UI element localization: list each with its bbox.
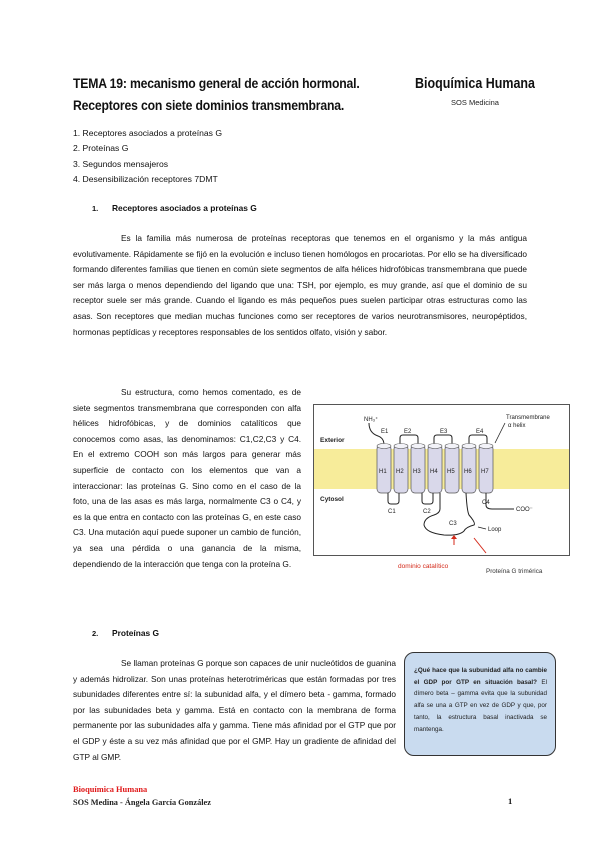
callout-question: ¿Qué hace que la subunidad alfa no cambie el GDP por GTP en situación basal? [414,667,547,686]
page-number: 1 [508,796,513,806]
footer-author: SOS Medina - Ángela García González [73,798,211,807]
svg-text:α helix: α helix [508,423,526,429]
section1-paragraph1 [73,231,527,340]
svg-text:Loop: Loop [488,527,502,533]
svg-text:E3: E3 [440,429,448,435]
paragraph-text: Su estructura, como hemos comentado, es de siete segmentos transmembrana que corresponden con alfa hélices hidrofóbicas, y de dominios catalíticos que conocemos como asas, las denominamos: C1,C2,C3 y C4. En el extremo COOH son más largos para generar más superficie de contacto con los elementos que van a interaccionar: las proteínas G. Sino como en el caso de la foto, una de las asas es más larga, normalmente C3 o C4, y es la que entra en contacto con las proteínas G, en este caso C3. Una mutación aquí puede suponer un cambio de función, ya sea una pérdida o una ganancia de la misma, dependiendo de la interacción que tenga con la proteína G. [73,387,301,569]
svg-text:E2: E2 [404,429,412,435]
brand-title: Bioquímica Humana [415,76,535,92]
section-number: 1. [92,204,99,213]
brand-header [405,73,545,111]
brand-subtitle: SOS Medicina [451,98,499,107]
svg-text:Cytosol: Cytosol [320,496,344,503]
svg-text:E4: E4 [476,429,484,435]
svg-text:H3: H3 [413,469,421,475]
svg-text:C3: C3 [449,521,457,527]
svg-text:C1: C1 [388,509,396,515]
page-footer [73,783,211,809]
section-heading-1 [92,203,257,213]
svg-text:COO⁻: COO⁻ [516,507,533,513]
receptor-diagram [313,404,570,556]
section-title: Proteínas G [112,628,160,638]
table-of-contents [73,126,222,187]
section2-paragraph [73,656,396,765]
paragraph-text: Se llaman proteínas G porque son capaces de unir nucleótidos de guanina y además hidrolizar. Son unas proteínas heterotriméricas que están formadas por tres subunidades diferentes entre sí: la subunidad alfa, y el dímero beta - gamma, formado por las subunidades beta y gamma. Está en contacto con la membrana de forma permanente por las subunidades alfa y gamma. Tiene más afinidad por el GTP que por el GDP y éste a su vez más afinidad que por el GMP. Hay un gradiente de afinidad del GTP al GMP. [73,658,396,762]
svg-text:C2: C2 [423,509,431,515]
toc-item: 2. Proteínas G [73,143,129,154]
seven-transmembrane-receptor-illustration [314,405,569,555]
section-number: 2. [92,629,99,638]
title-line-2: Receptores con siete dominios transmembrana. [73,98,345,114]
svg-text:Transmembrane: Transmembrane [506,415,550,421]
figure-caption-g-protein: Proteína G trimérica [486,568,543,575]
svg-text:H6: H6 [464,469,472,475]
svg-text:H2: H2 [396,469,404,475]
footer-course: Bioquímica Humana [73,785,148,794]
section1-paragraph2 [73,385,301,572]
svg-text:H5: H5 [447,469,455,475]
section-heading-2 [92,628,159,638]
section-title: Receptores asociados a proteínas G [112,203,257,213]
svg-text:NH₃⁺: NH₃⁺ [364,417,379,423]
toc-item: 1. Receptores asociados a proteínas G [73,128,223,138]
svg-text:C4: C4 [482,500,490,506]
svg-text:E1: E1 [381,429,389,435]
paragraph-text: Es la familia más numerosa de proteínas receptoras que tenemos en el organismo y la más antigua evolutivamente. Rápidamente se fijó en la evolución e incluso tienen homólogos en procariotas. Por ello se ha diversificado formando diferentes familias que tienen en común siete segmentos de alfa hélices hidrofóbicas transmembrana que puede ser más larga o menos dependiendo del ligando que una: TSH, por ejemplo, es muy grande, así que el dominio de su receptor suele ser más grande. Cuando el ligando es más pequeños pues suelen participar otras estructuras como las asas. Son receptores que median muchas funciones como ser receptores de varios neurotransmisores, neuropéptidos, hormonas peptídicas y receptores responsables de los sentidos olfato, visión y sabor. [73,233,527,337]
callout-box [404,652,556,756]
svg-text:Exterior: Exterior [320,437,345,444]
callout-answer: El dímero beta – gamma evita que la subunidad alfa se una a GTP en vez de GDP y que, por tanto, la estructura basal inactivada se mantenga. [414,678,547,733]
toc-item: 3. Segundos mensajeros [73,158,169,169]
figure-caption-catalytic-domain: dominio catalítico [398,563,449,570]
title-line-1: TEMA 19: mecanismo general de acción hormonal. [73,76,360,92]
svg-text:H1: H1 [379,469,387,475]
toc-item: 4. Desensibilización receptores 7DMT [73,173,218,184]
svg-text:H7: H7 [481,469,489,475]
svg-text:H4: H4 [430,469,438,475]
document-title [73,73,373,117]
